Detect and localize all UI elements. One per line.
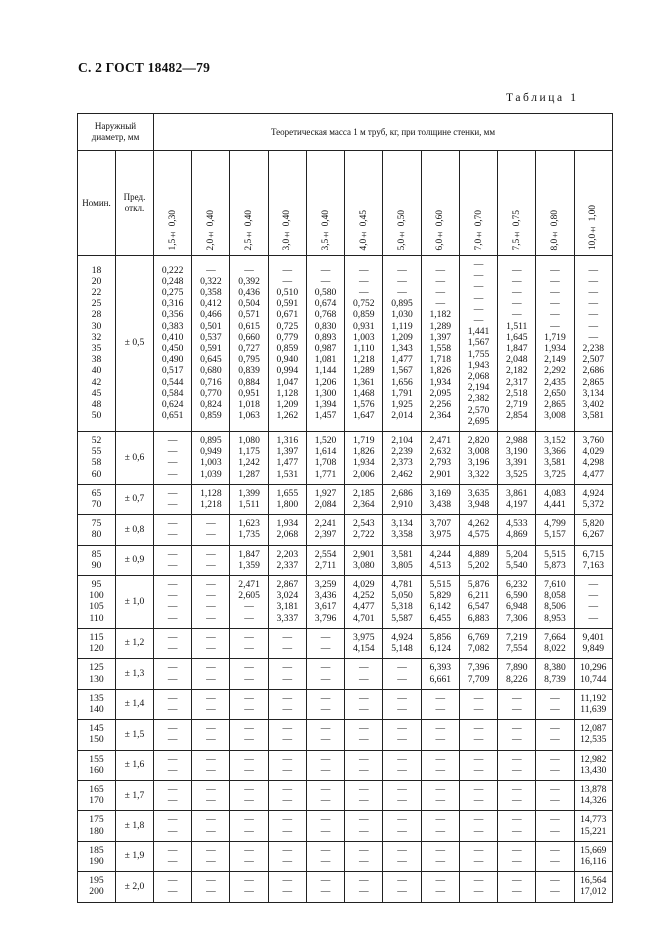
thickness-header: [268, 151, 306, 256]
mass-cell: 2,185 2,364: [345, 484, 383, 514]
mass-cell: 8,380 8,739: [536, 659, 574, 689]
mass-cell: 4,924 5,372: [574, 484, 612, 514]
diameter-cell: 185 190: [78, 841, 116, 871]
thickness-label: 10,0± 1,00: [588, 204, 599, 250]
mass-cell: 2,820 3,008 3,196 3,322: [459, 432, 497, 485]
mass-cell: 7,610 8,058 8,506 8,953: [536, 576, 574, 629]
mass-cell: — —: [306, 720, 344, 750]
tolerance-cell: ± 1,5: [116, 720, 154, 750]
thickness-header: [383, 151, 421, 256]
mass-cell: 1,316 1,397 1,477 1,531: [268, 432, 306, 485]
diameter-cell: 65 70: [78, 484, 116, 514]
table-row: [78, 576, 613, 629]
thickness-header: [345, 151, 383, 256]
mass-cell: — —: [383, 659, 421, 689]
mass-cell: — — — —: [574, 576, 612, 629]
mass-cell: — — — —: [154, 576, 192, 629]
diameter-cell: 75 80: [78, 515, 116, 545]
mass-cell: — —: [192, 515, 230, 545]
thickness-label: 8,0± 0,80: [549, 209, 560, 250]
mass-cell: — —: [383, 841, 421, 871]
table-row: [78, 841, 613, 871]
mass-cell: — —: [154, 628, 192, 658]
mass-cell: — —: [306, 689, 344, 719]
mass-cell: — —: [421, 841, 459, 871]
thickness-header: [421, 151, 459, 256]
mass-cell: — —: [154, 720, 192, 750]
diameter-cell: 155 160: [78, 750, 116, 780]
diameter-cell: 85 90: [78, 545, 116, 575]
mass-cell: — —: [192, 659, 230, 689]
mass-cell: 9,401 9,849: [574, 628, 612, 658]
mass-cell: — —: [154, 545, 192, 575]
mass-cell: — —: [268, 811, 306, 841]
tolerance-cell: ± 1,0: [116, 576, 154, 629]
mass-cell: 6,715 7,163: [574, 545, 612, 575]
mass-cell: 5,820 6,267: [574, 515, 612, 545]
mass-cell: — —: [459, 780, 497, 810]
outer-diameter-header: Наружный диаметр, мм: [78, 114, 154, 151]
thickness-header: [574, 151, 612, 256]
mass-cell: — —: [498, 720, 536, 750]
mass-cell: — — — —: [154, 432, 192, 485]
mass-cell: — —: [192, 750, 230, 780]
mass-cell: 2,471 2,605 — —: [230, 576, 268, 629]
mass-cell: — —: [230, 811, 268, 841]
mass-cell: — —: [154, 484, 192, 514]
mass-cell: — —: [192, 811, 230, 841]
thickness-header: [536, 151, 574, 256]
mass-cell: — —: [306, 628, 344, 658]
thickness-label: 1,5± 0,30: [167, 209, 178, 250]
mass-cell: 1,934 2,068: [268, 515, 306, 545]
mass-cell: — —: [306, 872, 344, 902]
mass-cell: 1,128 1,218: [192, 484, 230, 514]
mass-cell: — — — — — — 1,719 1,934 2,149 2,292 2,435 2,650 2,865 3,008: [536, 256, 574, 432]
table-row: [78, 484, 613, 514]
table-row: [78, 689, 613, 719]
mass-cell: — —: [498, 780, 536, 810]
mass-cell: — —: [154, 689, 192, 719]
diameter-cell: 115 120: [78, 628, 116, 658]
mass-cell: 5,204 5,540: [498, 545, 536, 575]
mass-cell: 3,169 3,438: [421, 484, 459, 514]
mass-cell: — —: [230, 872, 268, 902]
mass-cell: 4,781 5,050 5,318 5,587: [383, 576, 421, 629]
mass-cell: — —: [306, 841, 344, 871]
mass-cell: — —: [268, 872, 306, 902]
mass-cell: 7,219 7,554: [498, 628, 536, 658]
mass-cell: — —: [536, 841, 574, 871]
thickness-label: 3,0± 0,40: [282, 209, 293, 250]
diameter-cell: 52 55 58 60: [78, 432, 116, 485]
mass-cell: — — — 0,752 0,859 0,931 1,003 1,110 1,218 1,289 1,361 1,468 1,576 1,647: [345, 256, 383, 432]
mass-cell: — —: [536, 811, 574, 841]
mass-cell: 2,471 2,632 2,793 2,901: [421, 432, 459, 485]
tolerance-cell: ± 1,7: [116, 780, 154, 810]
mass-cell: — —: [192, 545, 230, 575]
diameter-cell: 95 100 105 110: [78, 576, 116, 629]
tolerance-cell: ± 2,0: [116, 872, 154, 902]
mass-cell: — —: [498, 811, 536, 841]
mass-cell: — —: [230, 628, 268, 658]
mass-cell: — —: [421, 689, 459, 719]
mass-header: Теоретическая масса 1 м труб, кг, при толщине стенки, мм: [154, 114, 613, 151]
mass-cell: — —: [306, 811, 344, 841]
mass-cell: — —: [345, 750, 383, 780]
tolerance-cell: ± 1,2: [116, 628, 154, 658]
thickness-header: [192, 151, 230, 256]
mass-cell: 4,889 5,202: [459, 545, 497, 575]
mass-cell: 2,104 2,239 2,373 2,462: [383, 432, 421, 485]
mass-cell: — —: [192, 872, 230, 902]
table-caption: Таблица 1: [506, 92, 579, 104]
mass-cell: — —: [192, 628, 230, 658]
mass-cell: — —: [306, 750, 344, 780]
mass-cell: — —: [192, 689, 230, 719]
mass-cell: — —: [154, 515, 192, 545]
mass-cell: — —: [383, 780, 421, 810]
mass-cell: 4,924 5,148: [383, 628, 421, 658]
mass-cell: — — — — — — 1,441 1,567 1,755 1,943 2,068 2,194 2,382 2,570 2,695: [459, 256, 497, 432]
tolerance-cell: ± 1,4: [116, 689, 154, 719]
table-row: [78, 545, 613, 575]
mass-cell: — —: [498, 750, 536, 780]
mass-cell: — —: [498, 689, 536, 719]
table-row: [78, 515, 613, 545]
mass-cell: 3,861 4,197: [498, 484, 536, 514]
mass-cell: 10,296 10,744: [574, 659, 612, 689]
mass-cell: 12,087 12,535: [574, 720, 612, 750]
mass-cell: — —: [268, 720, 306, 750]
tolerance-cell: ± 0,8: [116, 515, 154, 545]
mass-cell: 1,080 1,175 1,242 1,287: [230, 432, 268, 485]
mass-cell: 1,719 1,826 1,934 2,006: [345, 432, 383, 485]
mass-cell: 1,927 2,084: [306, 484, 344, 514]
nomin-header: Номин.: [78, 151, 116, 256]
mass-cell: — —: [459, 841, 497, 871]
mass-cell: — —: [536, 872, 574, 902]
mass-cell: — —: [345, 780, 383, 810]
mass-cell: — —: [230, 689, 268, 719]
mass-cell: — —: [345, 720, 383, 750]
mass-cell: — —: [345, 811, 383, 841]
mass-cell: — —: [268, 659, 306, 689]
mass-cell: — —: [383, 750, 421, 780]
mass-cell: 6,769 7,082: [459, 628, 497, 658]
table-row: [78, 659, 613, 689]
mass-cell: — —: [536, 780, 574, 810]
mass-cell: — —: [498, 872, 536, 902]
thickness-label: 5,0± 0,50: [397, 209, 408, 250]
mass-cell: 7,664 8,022: [536, 628, 574, 658]
thickness-label: 2,5± 0,40: [244, 209, 255, 250]
tolerance-cell: ± 1,6: [116, 750, 154, 780]
mass-cell: 2,988 3,190 3,391 3,525: [498, 432, 536, 485]
mass-cell: 16,564 17,012: [574, 872, 612, 902]
mass-cell: — —: [230, 720, 268, 750]
thickness-header: [154, 151, 192, 256]
mass-cell: 2,554 2,711: [306, 545, 344, 575]
mass-cell: 1,623 1,735: [230, 515, 268, 545]
mass-cell: 3,635 3,948: [459, 484, 497, 514]
mass-cell: — —: [383, 689, 421, 719]
mass-cell: — — — — 1,182 1,289 1,397 1,558 1,718 1,826 1,934 2,095 2,256 2,364: [421, 256, 459, 432]
mass-cell: 3,975 4,154: [345, 628, 383, 658]
mass-cell: 3,152 3,366 3,581 3,725: [536, 432, 574, 485]
mass-cell: 5,876 6,211 6,547 6,883: [459, 576, 497, 629]
thickness-label: 3,5± 0,40: [320, 209, 331, 250]
mass-cell: 4,262 4,575: [459, 515, 497, 545]
diameter-cell: 18 20 22 25 28 30 32 35 38 40 42 45 48 50: [78, 256, 116, 432]
mass-cell: — — — 0,895 1,030 1,119 1,209 1,343 1,477 1,567 1,656 1,791 1,925 2,014: [383, 256, 421, 432]
mass-cell: 4,244 4,513: [421, 545, 459, 575]
thickness-header: [306, 151, 344, 256]
mass-cell: 1,847 1,359: [230, 545, 268, 575]
mass-cell: 3,760 4,029 4,298 4,477: [574, 432, 612, 485]
mass-cell: 4,029 4,252 4,477 4,701: [345, 576, 383, 629]
table-row: [78, 780, 613, 810]
mass-cell: — —: [154, 780, 192, 810]
mass-cell: 2,686 2,910: [383, 484, 421, 514]
mass-cell: — —: [268, 780, 306, 810]
table-row: [78, 628, 613, 658]
mass-cell: — —: [268, 750, 306, 780]
mass-cell: 15,669 16,116: [574, 841, 612, 871]
tolerance-cell: ± 1,9: [116, 841, 154, 871]
tolerance-header: Пред. откл.: [116, 151, 154, 256]
mass-cell: — —: [192, 841, 230, 871]
mass-table: [77, 113, 613, 903]
mass-cell: 5,515 5,873: [536, 545, 574, 575]
table-row: [78, 256, 613, 432]
diameter-cell: 135 140: [78, 689, 116, 719]
mass-cell: 2,867 3,024 3,181 3,337: [268, 576, 306, 629]
table-row: [78, 872, 613, 902]
thickness-label: 4,0± 0,45: [358, 209, 369, 250]
mass-cell: 7,890 8,226: [498, 659, 536, 689]
mass-cell: — —: [421, 720, 459, 750]
tolerance-cell: ± 0,6: [116, 432, 154, 485]
mass-cell: 3,707 3,975: [421, 515, 459, 545]
mass-cell: — — 0,510 0,591 0,671 0,725 0,779 0,859 0,940 0,994 1,047 1,128 1,209 1,262: [268, 256, 306, 432]
mass-cell: — —: [421, 811, 459, 841]
mass-cell: — —: [459, 811, 497, 841]
table-row: [78, 811, 613, 841]
mass-cell: — —: [421, 872, 459, 902]
mass-cell: — — — — — 1,511 1,645 1,847 2,048 2,182 2,317 2,518 2,719 2,854: [498, 256, 536, 432]
diameter-cell: 195 200: [78, 872, 116, 902]
thickness-header: [498, 151, 536, 256]
mass-cell: — 0,322 0,358 0,412 0,466 0,501 0,537 0,591 0,645 0,680 0,716 0,770 0,824 0,859: [192, 256, 230, 432]
mass-cell: 6,232 6,590 6,948 7,306: [498, 576, 536, 629]
mass-cell: 3,134 3,358: [383, 515, 421, 545]
mass-cell: 4,799 5,157: [536, 515, 574, 545]
mass-cell: — —: [268, 628, 306, 658]
mass-cell: — —: [306, 659, 344, 689]
mass-cell: — —: [345, 689, 383, 719]
mass-cell: — —: [498, 841, 536, 871]
mass-cell: — —: [421, 750, 459, 780]
tolerance-cell: ± 1,8: [116, 811, 154, 841]
mass-cell: — —: [536, 750, 574, 780]
mass-cell: 14,773 15,221: [574, 811, 612, 841]
mass-cell: 7,396 7,709: [459, 659, 497, 689]
thickness-header: [230, 151, 268, 256]
thickness-label: 2,0± 0,40: [205, 209, 216, 250]
mass-cell: — —: [459, 750, 497, 780]
tolerance-cell: ± 1,3: [116, 659, 154, 689]
mass-cell: 2,203 2,337: [268, 545, 306, 575]
tolerance-cell: ± 0,7: [116, 484, 154, 514]
mass-cell: — —: [421, 780, 459, 810]
tolerance-cell: ± 0,9: [116, 545, 154, 575]
mass-cell: 1,655 1,800: [268, 484, 306, 514]
mass-cell: — — 0,580 0,674 0,768 0,830 0,893 0,987 1,081 1,144 1,206 1,300 1,394 1,457: [306, 256, 344, 432]
mass-cell: — —: [154, 841, 192, 871]
mass-cell: 13,878 14,326: [574, 780, 612, 810]
mass-cell: — —: [536, 689, 574, 719]
mass-cell: 0,222 0,248 0,275 0,316 0,356 0,383 0,410 0,450 0,490 0,517 0,544 0,584 0,624 0,651: [154, 256, 192, 432]
mass-cell: — 0,392 0,436 0,504 0,571 0,615 0,660 0,727 0,795 0,839 0,884 0,951 1,018 1,063: [230, 256, 268, 432]
mass-cell: — —: [268, 689, 306, 719]
mass-cell: 4,083 4,441: [536, 484, 574, 514]
mass-cell: — —: [345, 659, 383, 689]
mass-cell: — —: [306, 780, 344, 810]
thickness-label: 6,0± 0,60: [435, 209, 446, 250]
mass-cell: — — — —: [192, 576, 230, 629]
thickness-label: 7,0± 0,70: [473, 209, 484, 250]
mass-cell: — —: [383, 811, 421, 841]
table-row: [78, 432, 613, 485]
mass-cell: 5,856 6,124: [421, 628, 459, 658]
mass-cell: — —: [192, 720, 230, 750]
table-row: [78, 720, 613, 750]
diameter-cell: 145 150: [78, 720, 116, 750]
mass-cell: 2,543 2,722: [345, 515, 383, 545]
diameter-cell: 125 130: [78, 659, 116, 689]
mass-cell: — —: [536, 720, 574, 750]
diameter-cell: 165 170: [78, 780, 116, 810]
mass-cell: 3,581 3,805: [383, 545, 421, 575]
mass-cell: — —: [230, 659, 268, 689]
mass-cell: 12,982 13,430: [574, 750, 612, 780]
mass-cell: 11,192 11,639: [574, 689, 612, 719]
thickness-label: 7,5± 0,75: [511, 209, 522, 250]
mass-cell: — — — — — — — 2,238 2,507 2,686 2,865 3,134 3,402 3,581: [574, 256, 612, 432]
mass-cell: — —: [154, 659, 192, 689]
tolerance-cell: ± 0,5: [116, 256, 154, 432]
mass-cell: 6,393 6,661: [421, 659, 459, 689]
table-row: [78, 750, 613, 780]
mass-cell: 2,901 3,080: [345, 545, 383, 575]
mass-cell: — —: [459, 872, 497, 902]
mass-cell: — —: [154, 811, 192, 841]
mass-cell: — —: [230, 780, 268, 810]
mass-cell: 1,520 1,614 1,708 1,771: [306, 432, 344, 485]
mass-cell: — —: [459, 720, 497, 750]
mass-cell: 2,241 2,397: [306, 515, 344, 545]
mass-cell: — —: [154, 750, 192, 780]
mass-cell: — —: [383, 720, 421, 750]
mass-cell: — —: [345, 841, 383, 871]
mass-cell: 1,399 1,511: [230, 484, 268, 514]
mass-cell: — —: [268, 841, 306, 871]
mass-cell: — —: [383, 872, 421, 902]
mass-cell: 3,259 3,436 3,617 3,796: [306, 576, 344, 629]
mass-cell: — —: [345, 872, 383, 902]
mass-cell: 4,533 4,869: [498, 515, 536, 545]
mass-cell: — —: [459, 689, 497, 719]
mass-cell: — —: [230, 841, 268, 871]
diameter-cell: 175 180: [78, 811, 116, 841]
mass-cell: 0,895 0,949 1,003 1,039: [192, 432, 230, 485]
mass-cell: 5,515 5,829 6,142 6,455: [421, 576, 459, 629]
mass-cell: — —: [154, 872, 192, 902]
mass-cell: — —: [230, 750, 268, 780]
page-header: С. 2 ГОСТ 18482—79: [78, 60, 211, 75]
thickness-header: [459, 151, 497, 256]
mass-cell: — —: [192, 780, 230, 810]
